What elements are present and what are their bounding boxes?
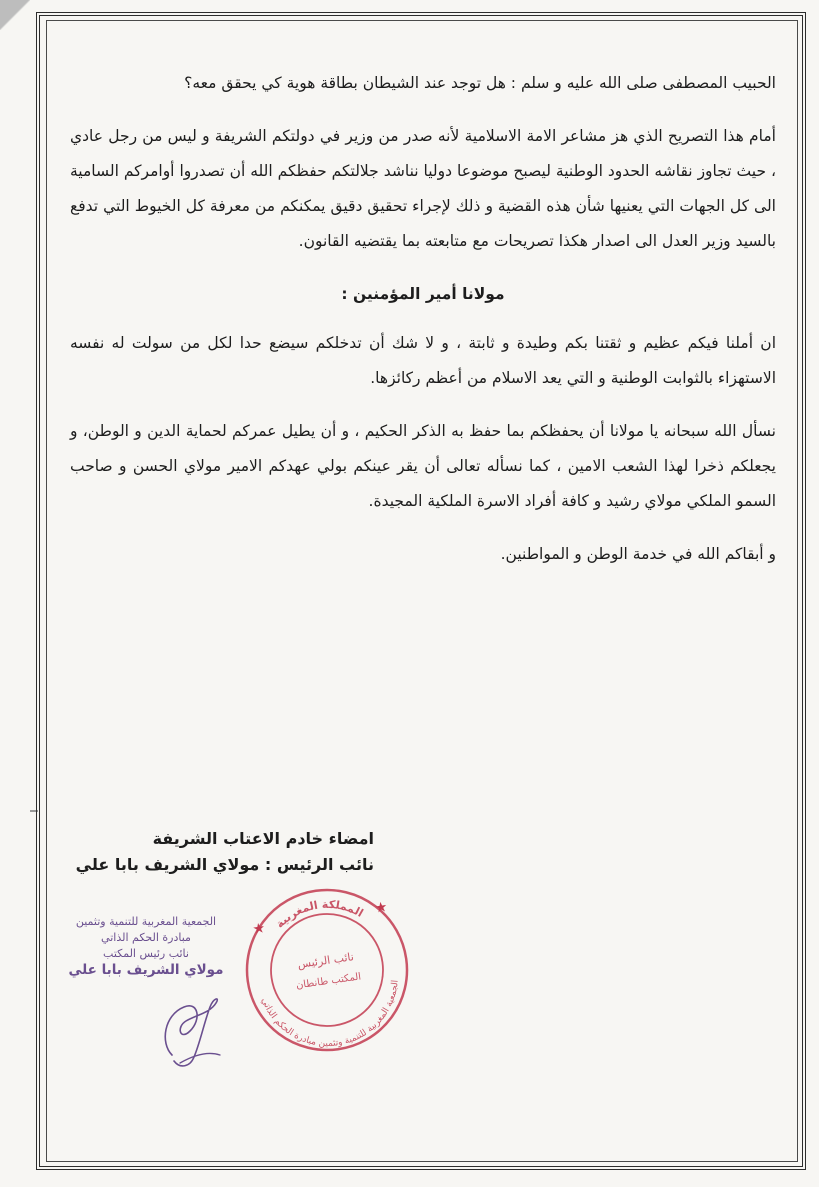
seal-ring-top: المملكة المغربية: [273, 897, 366, 931]
stamp-line-3: نائب رئيس المكتب: [103, 947, 189, 960]
signature-block: [54, 826, 374, 878]
seal-ring-bottom: الجمعية المغربية للتنمية وتثمين مبادرة الحكم الذاتي: [258, 979, 401, 1049]
letter-body: [70, 66, 776, 590]
stamp-line-4: مولاي الشريف بابا علي: [68, 962, 224, 978]
paragraph-5: و أبقاكم الله في خدمة الوطن و المواطنين.: [500, 545, 776, 563]
rectangular-stamp: [48, 914, 244, 978]
paragraph-4: نسأل الله سبحانه يا مولانا أن يحفظكم بما حفظ به الذكر الحكيم ، و أن يطيل عمركم لحماية الدين و الوطن، و يجعلكم ذخرا لهذا الشعب الامين ، كما نسأله تعالى أن يقر عينكم بولي عهدكم الامير مولاي الحسن و صاحب السمو الملكي مولاي رشيد و كافة أفراد الاسرة الملكية المجيدة.: [70, 422, 776, 510]
signature-title: امضاء خادم الاعتاب الشريفة: [152, 829, 374, 848]
page-curl: [0, 0, 30, 30]
stamp-line-2: مبادرة الحكم الذاتي: [101, 931, 191, 944]
svg-text:الجمعية المغربية للتنمية وتثمي: [259, 978, 409, 1058]
paragraph-2: أمام هذا التصريح الذي هز مشاعر الامة الاسلامية لأنه صدر من وزير في دولتكم الشريفة و ليس من رجل عادي ، حيث تجاوز نقاشه الحدود الوطنية ليصبح موضوعا دوليا نناشد جلالتكم حفظكم الله أن تصدروا أوامركم السامية الى كل الجهات التي يعنيها شأن هذه القضية و ذلك لإجراء تحقيق دقيق يمكنكم من معرفة كل الخيوط التي تدفع بالسيد وزير العدل الى اصدار هكذا تصريحات مع متابعته بما يقتضيه القانون.: [70, 127, 776, 250]
stamp-line-1: الجمعية المغربية للتنمية وتثمين: [75, 915, 217, 928]
svg-text:المملكة المغربية: [271, 892, 367, 932]
seal-center-line-2: المكتب طانطان: [295, 971, 362, 992]
paragraph-3: ان أملنا فيكم عظيم و ثقتنا بكم وطيدة و ثابتة ، و لا شك أن تدخلكم سيضع حدا لكل من سولت له نفسه الاستهزاء بالثوابت الوطنية و التي يعد الاسلام من أعظم ركائزها.: [70, 334, 776, 387]
section-heading: مولانا أمير المؤمنين :: [341, 285, 505, 303]
star-icon: ★: [251, 920, 267, 938]
paragraph-1: الحبيب المصطفى صلى الله عليه و سلم : هل توجد عند الشيطان بطاقة هوية كي يحقق معه؟: [184, 74, 776, 92]
handwritten-signature: [150, 985, 240, 1075]
round-seal: [235, 880, 420, 1060]
signatory-name: نائب الرئيس : مولاي الشريف بابا علي: [75, 855, 374, 874]
star-icon: ★: [373, 899, 389, 917]
seal-center-line-1: نائب الرئيس: [296, 950, 355, 971]
